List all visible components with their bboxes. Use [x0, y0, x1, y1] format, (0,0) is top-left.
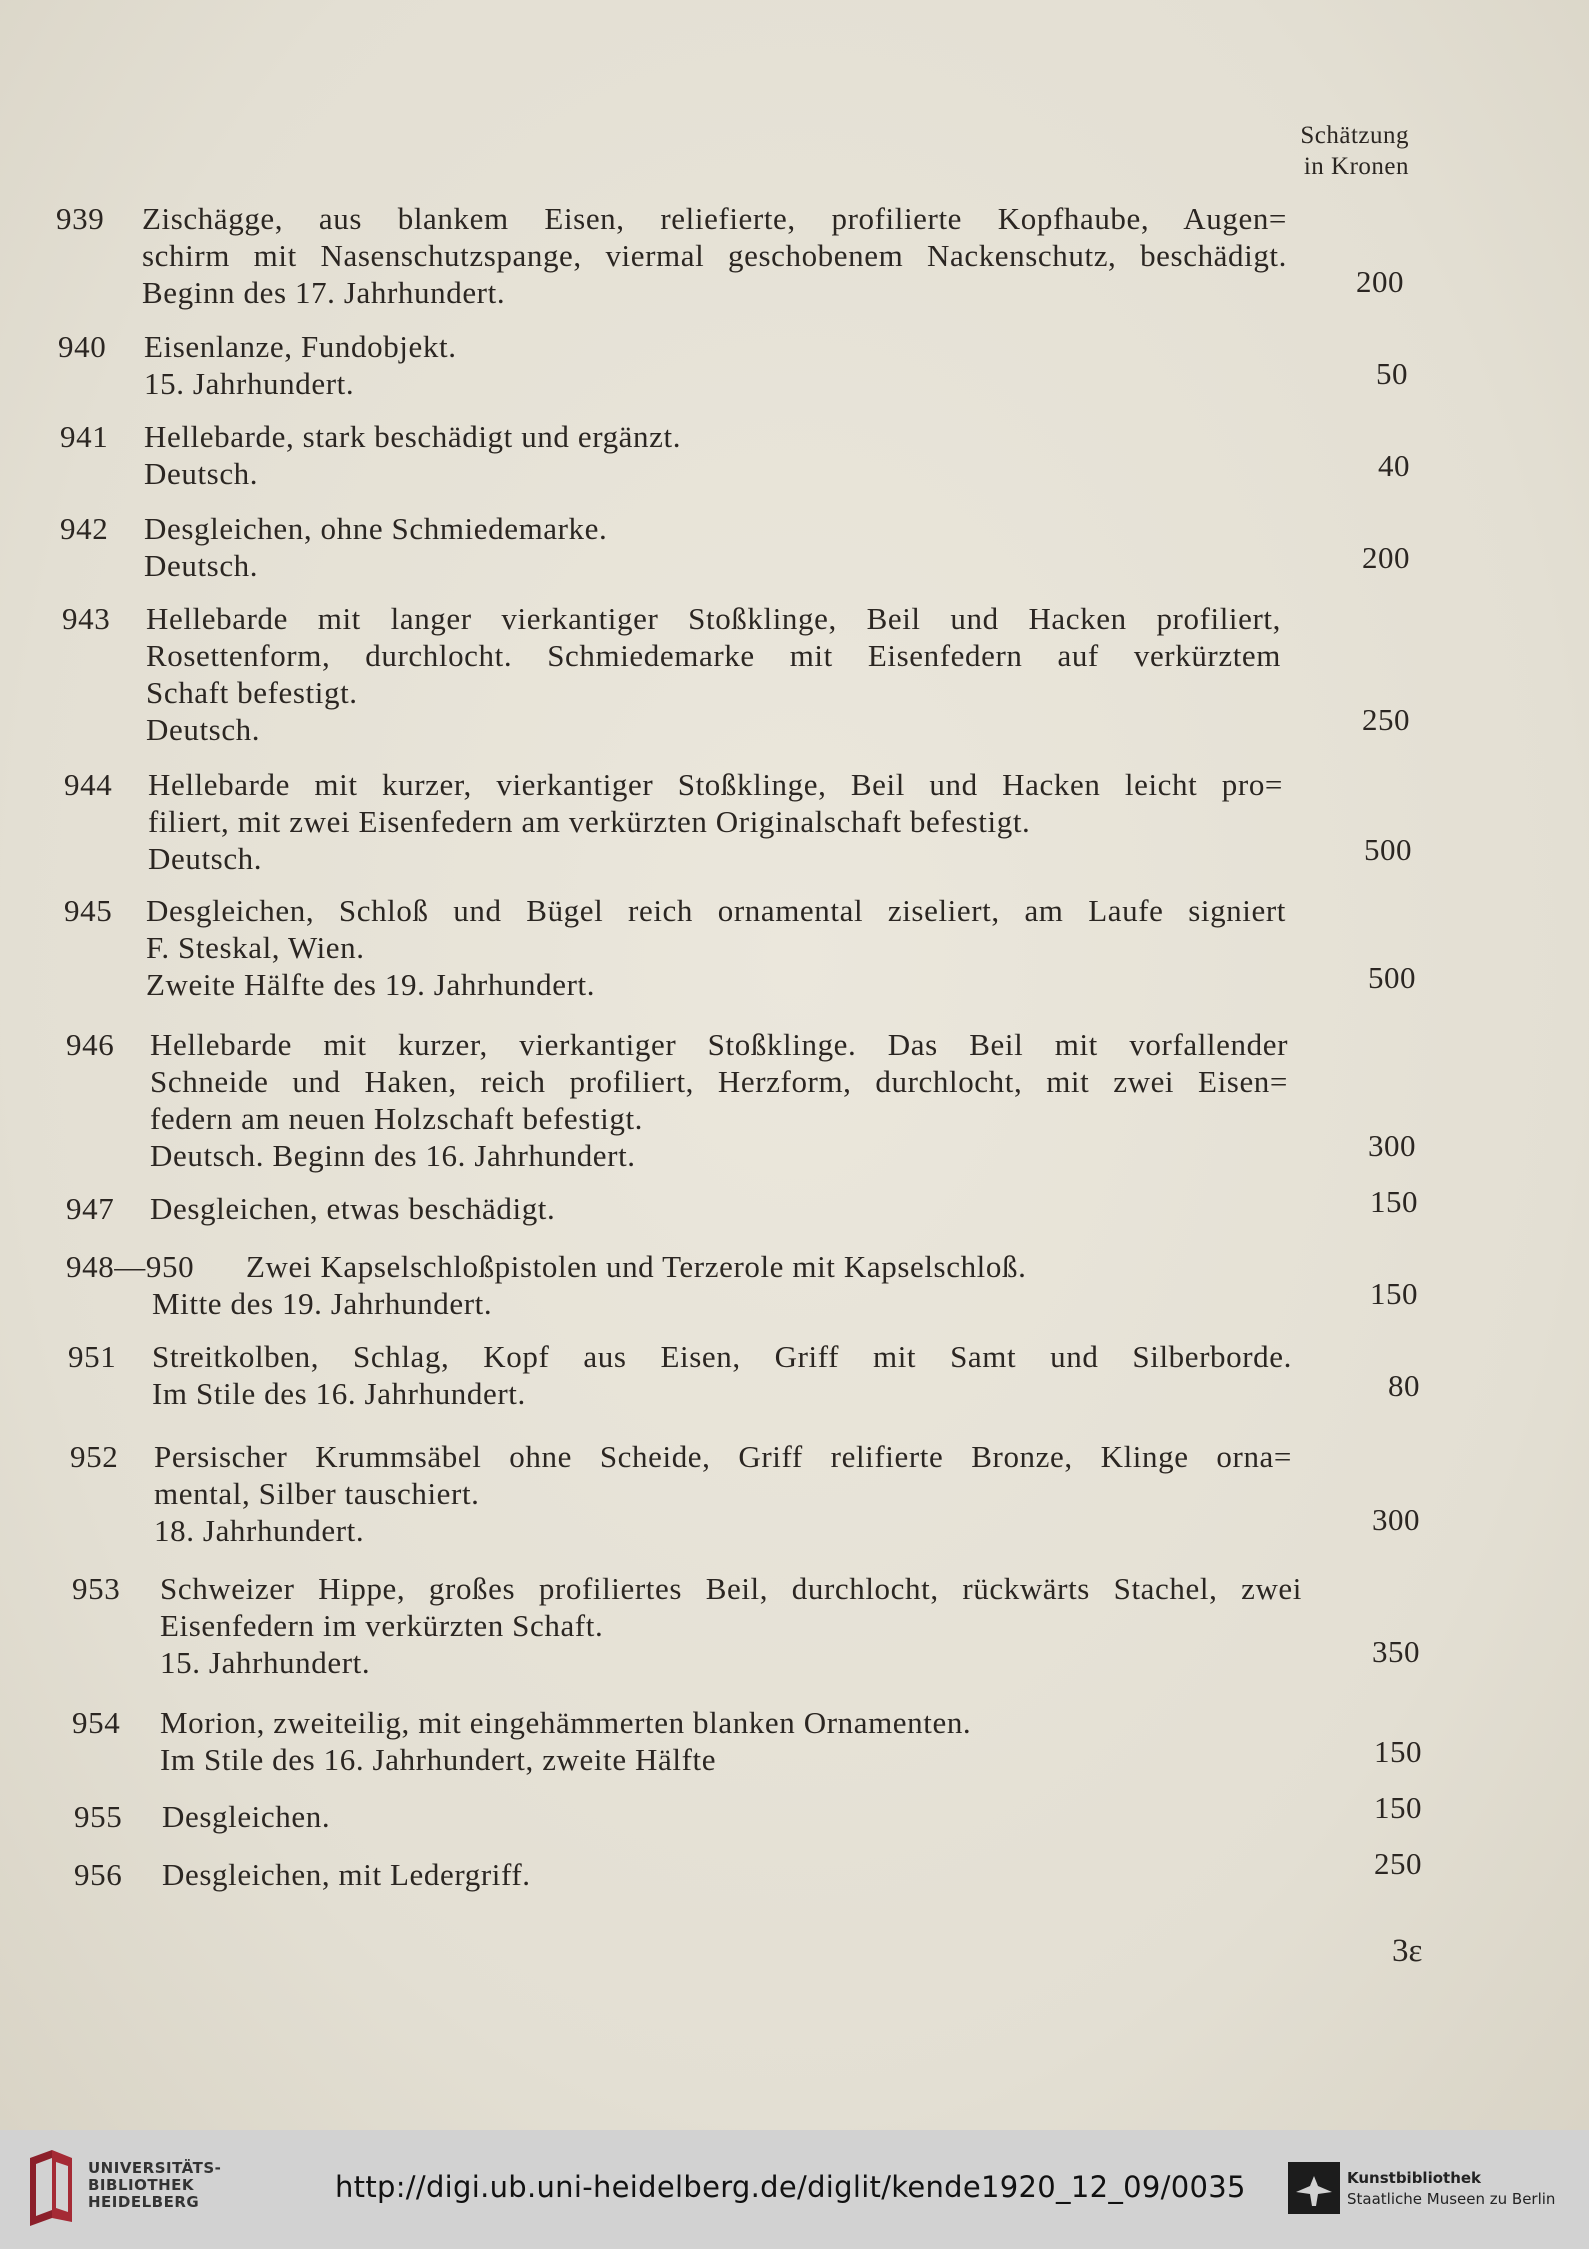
lot-description-line: Rosettenform, durchlocht. Schmiedemarke mit Eisenfedern auf verkürztem — [146, 638, 1281, 673]
lot-description-line: Im Stile des 16. Jahrhundert, zweite Hälfte — [160, 1742, 717, 1777]
lot-number: 946 — [66, 1027, 115, 1062]
lot-description — [152, 1338, 1292, 1375]
lot-description — [150, 1137, 636, 1174]
lot-description — [154, 1512, 364, 1549]
art-library-title: Kunstbibliothek — [1347, 2169, 1482, 2187]
estimate-price: 150 — [1370, 1276, 1418, 1311]
lot-description-line: Zwei Kapselschloßpistolen und Terzerole mit Kapselschloß. — [246, 1249, 1027, 1284]
lot-description-line: Desgleichen, ohne Schmiedemarke. — [144, 511, 608, 546]
lot-description-line: Persischer Krummsäbel ohne Scheide, Griff relifierte Bronze, Klinge orna= — [154, 1439, 1292, 1474]
estimate-price: 200 — [1362, 540, 1410, 575]
lot-number: 945 — [64, 893, 113, 928]
lot-description — [144, 365, 354, 402]
university-library-name — [88, 2160, 221, 2211]
lot-description-line: Desgleichen, etwas beschädigt. — [150, 1191, 556, 1226]
lot-description-line: Zweite Hälfte des 19. Jahrhundert. — [146, 967, 596, 1002]
lot-description — [146, 674, 358, 711]
lot-description — [146, 637, 1281, 674]
lot-description — [144, 547, 258, 584]
lot-description — [150, 1190, 555, 1227]
estimate-price: 250 — [1374, 1846, 1422, 1881]
eagle-icon — [1288, 2162, 1340, 2214]
lot-description-line: Hellebarde mit kurzer, vierkantiger Stoßklinge. Das Beil mit vorfallender — [150, 1027, 1288, 1062]
lot-number: 943 — [62, 601, 111, 636]
lot-description-line: Deutsch. — [144, 548, 259, 583]
lot-description — [146, 711, 260, 748]
estimate-price: 350 — [1372, 1634, 1420, 1669]
header-line-1: Schätzung — [1300, 122, 1409, 149]
lot-description-line: 15. Jahrhundert. — [160, 1645, 371, 1680]
lot-description — [160, 1644, 370, 1681]
permalink-url[interactable]: http://digi.ub.uni-heidelberg.de/diglit/kende1920_12_09/0035 — [335, 2170, 1246, 2204]
lot-number: 941 — [60, 419, 109, 454]
lot-number: 947 — [66, 1191, 115, 1226]
lot-description — [154, 1438, 1292, 1475]
lot-description — [148, 766, 1283, 803]
lot-description-line: filiert, mit zwei Eisenfedern am verkürzten Originalschaft befestigt. — [148, 804, 1031, 839]
lot-description — [160, 1570, 1302, 1607]
ub-line-1: UNIVERSITÄTS- — [88, 2159, 222, 2177]
lot-description-line: Desgleichen. — [162, 1799, 331, 1834]
lot-description — [150, 1100, 643, 1137]
lot-description-line: Deutsch. Beginn des 16. Jahrhundert. — [150, 1138, 636, 1173]
lot-number: 944 — [64, 767, 113, 802]
lot-description-line: mental, Silber tauschiert. — [154, 1476, 480, 1511]
lot-description-line: Eisenfedern im verkürzten Schaft. — [160, 1608, 604, 1643]
lot-description — [160, 1607, 603, 1644]
lot-description-line: 18. Jahrhundert. — [154, 1513, 365, 1548]
lot-description — [150, 1026, 1288, 1063]
estimate-price: 250 — [1362, 702, 1410, 737]
lot-number: 948—950 — [66, 1249, 195, 1284]
estimate-price: 50 — [1376, 356, 1408, 391]
estimate-price: 150 — [1370, 1184, 1418, 1219]
header-line-2: in Kronen — [1303, 153, 1409, 180]
lot-description-line: Eisenlanze, Fundobjekt. — [144, 329, 457, 364]
university-library-logo-icon — [22, 2148, 80, 2228]
lot-number: 952 — [70, 1439, 119, 1474]
estimate-price: 80 — [1388, 1368, 1420, 1403]
page-number: 3ε — [1392, 1933, 1423, 1969]
lot-description — [144, 328, 457, 365]
lot-description-line: F. Steskal, Wien. — [146, 930, 365, 965]
lot-description-line: Mitte des 19. Jahrhundert. — [152, 1286, 493, 1321]
art-library-name — [1347, 2168, 1555, 2210]
lot-description-line: schirm mit Nasenschutzspange, viermal geschobenem Nackenschutz, beschädigt. — [142, 238, 1287, 273]
lot-description — [152, 1375, 526, 1412]
estimate-price: 200 — [1356, 264, 1404, 299]
estimate-price: 500 — [1364, 832, 1412, 867]
lot-number: 955 — [74, 1799, 123, 1834]
art-library-subtitle: Staatliche Museen zu Berlin — [1347, 2190, 1556, 2208]
lot-description-line: Hellebarde mit kurzer, vierkantiger Stoßklinge, Beil und Hacken leicht pro= — [148, 767, 1283, 802]
lot-number: 953 — [72, 1571, 121, 1606]
estimate-price: 300 — [1372, 1502, 1420, 1537]
lot-description — [146, 929, 365, 966]
lot-number: 942 — [60, 511, 109, 546]
lot-description — [150, 1063, 1288, 1100]
lot-number: 939 — [56, 201, 105, 236]
lot-number: 954 — [72, 1705, 121, 1740]
lot-description — [142, 200, 1287, 237]
lot-description-line: Im Stile des 16. Jahrhundert. — [152, 1376, 526, 1411]
lot-description-line: Schneide und Haken, reich profiliert, Herzform, durchlocht, mit zwei Eisen= — [150, 1064, 1288, 1099]
lot-description-line: Desgleichen, Schloß und Bügel reich ornamental ziseliert, am Laufe signiert — [146, 893, 1286, 928]
estimate-price: 150 — [1374, 1734, 1422, 1769]
lot-description-line: 15. Jahrhundert. — [144, 366, 355, 401]
lot-description — [160, 1741, 716, 1778]
lot-number: 951 — [68, 1339, 117, 1374]
estimate-price: 150 — [1374, 1790, 1422, 1825]
lot-description-line: Hellebarde, stark beschädigt und ergänzt. — [144, 419, 682, 454]
estimate-price: 500 — [1368, 960, 1416, 995]
lot-description — [144, 510, 607, 547]
lot-description-line: Schaft befestigt. — [146, 675, 358, 710]
lot-number: 956 — [74, 1857, 123, 1892]
lot-description — [142, 274, 505, 311]
estimate-column-header — [1300, 120, 1409, 182]
lot-description-line: Deutsch. — [148, 841, 263, 876]
lot-description — [144, 418, 681, 455]
ub-line-3: HEIDELBERG — [88, 2193, 200, 2211]
lot-description — [154, 1475, 480, 1512]
lot-description — [246, 1248, 1026, 1285]
lot-description-line: Morion, zweiteilig, mit eingehämmerten blanken Ornamenten. — [160, 1705, 972, 1740]
lot-description-line: Zischägge, aus blankem Eisen, reliefierte, profilierte Kopfhaube, Augen= — [142, 201, 1287, 236]
estimate-price: 40 — [1378, 448, 1410, 483]
lot-description — [162, 1856, 531, 1893]
lot-number: 940 — [58, 329, 107, 364]
lot-description-line: Deutsch. — [144, 456, 259, 491]
footer-bar — [0, 2130, 1589, 2249]
lot-description — [162, 1798, 330, 1835]
lot-description — [144, 455, 258, 492]
lot-description — [142, 237, 1287, 274]
lot-description — [146, 600, 1281, 637]
lot-description-line: Streitkolben, Schlag, Kopf aus Eisen, Griff mit Samt und Silberborde. — [152, 1339, 1292, 1374]
lot-description — [146, 892, 1286, 929]
ub-line-2: BIBLIOTHEK — [88, 2176, 194, 2194]
lot-description-line: Schweizer Hippe, großes profiliertes Beil, durchlocht, rückwärts Stachel, zwei — [160, 1571, 1302, 1606]
lot-description — [152, 1285, 492, 1322]
estimate-price: 300 — [1368, 1128, 1416, 1163]
lot-description-line: federn am neuen Holzschaft befestigt. — [150, 1101, 644, 1136]
lot-description — [146, 966, 595, 1003]
lot-description-line: Desgleichen, mit Ledergriff. — [162, 1857, 531, 1892]
lot-description-line: Hellebarde mit langer vierkantiger Stoßklinge, Beil und Hacken profiliert, — [146, 601, 1281, 636]
lot-description-line: Deutsch. — [146, 712, 261, 747]
lot-description-line: Beginn des 17. Jahrhundert. — [142, 275, 506, 310]
lot-description — [148, 803, 1030, 840]
lot-description — [148, 840, 262, 877]
lot-description — [160, 1704, 971, 1741]
